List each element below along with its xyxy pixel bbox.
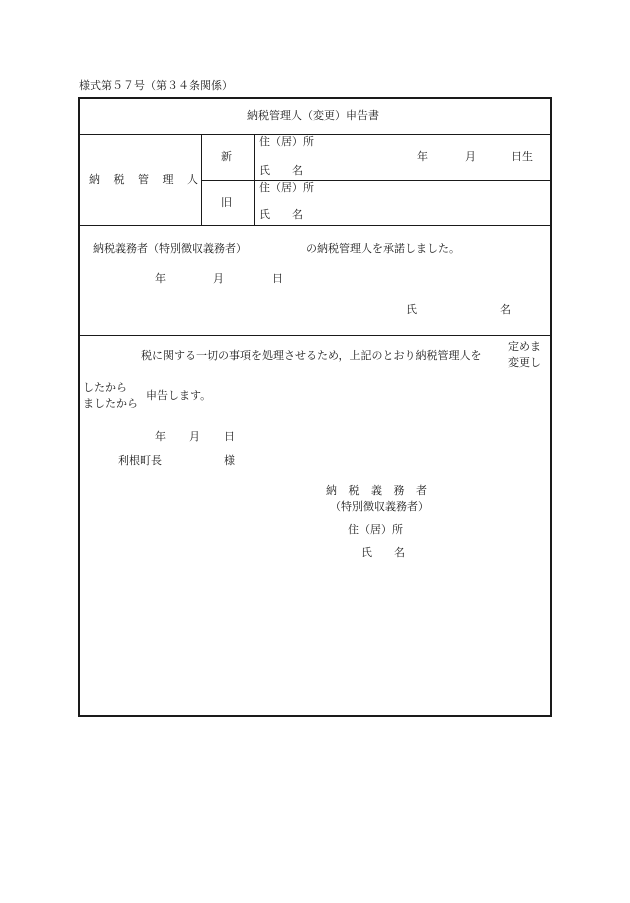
declaration-month: 月 — [189, 430, 200, 443]
old-name-label: 氏 名 — [259, 208, 303, 221]
declaration-day: 日 — [224, 430, 235, 443]
declaration-line2: 申告します。 — [146, 389, 212, 402]
form-number: 様式第５７号（第３４条関係） — [79, 79, 233, 92]
taxpayer-name-label: 氏 名 — [361, 546, 405, 559]
acceptance-prefix: 納税義務者（特別徴収義務者） — [93, 242, 247, 255]
form-title: 納税管理人（変更）申告書 — [247, 109, 379, 122]
divider-manager — [80, 225, 550, 226]
acceptance-suffix: の納税管理人を承諾しました。 — [306, 242, 460, 255]
divider-acceptance — [80, 335, 550, 336]
option-define-2: したから — [83, 381, 127, 394]
manager-row-label: 納 税 管 理 人 — [89, 173, 203, 186]
declaration-year: 年 — [155, 430, 166, 443]
divider-title — [80, 134, 550, 135]
acceptance-month: 月 — [213, 272, 224, 285]
new-address-label: 住（居）所 — [259, 135, 314, 148]
option-change-1: 変更し — [508, 356, 541, 369]
taxpayer-address-label: 住（居）所 — [348, 523, 403, 536]
special-collector-label: （特別徴収義務者） — [330, 500, 429, 513]
form-frame — [78, 97, 552, 717]
addressee: 利根町長 — [118, 454, 162, 467]
taxpayer-label: 納 税 義 務 者 — [326, 484, 431, 497]
birth-day-label: 日生 — [511, 150, 533, 163]
old-address-label: 住（居）所 — [259, 181, 314, 194]
acceptance-name-label-2: 名 — [500, 303, 511, 316]
option-define-1: 定めま — [508, 340, 541, 353]
old-label: 旧 — [221, 196, 232, 209]
divider-new-old-column — [254, 134, 255, 225]
acceptance-day: 日 — [272, 272, 283, 285]
birth-month-label: 月 — [465, 150, 476, 163]
honorific: 様 — [224, 454, 235, 467]
new-label: 新 — [221, 150, 232, 163]
option-change-2: ましたから — [83, 397, 138, 410]
birth-year-label: 年 — [417, 150, 428, 163]
declaration-line1: 税に関する一切の事項を処理させるため，上記のとおり納税管理人を — [141, 349, 482, 362]
new-name-label: 氏 名 — [259, 164, 303, 177]
acceptance-name-label-1: 氏 — [406, 303, 417, 316]
acceptance-year: 年 — [155, 272, 166, 285]
